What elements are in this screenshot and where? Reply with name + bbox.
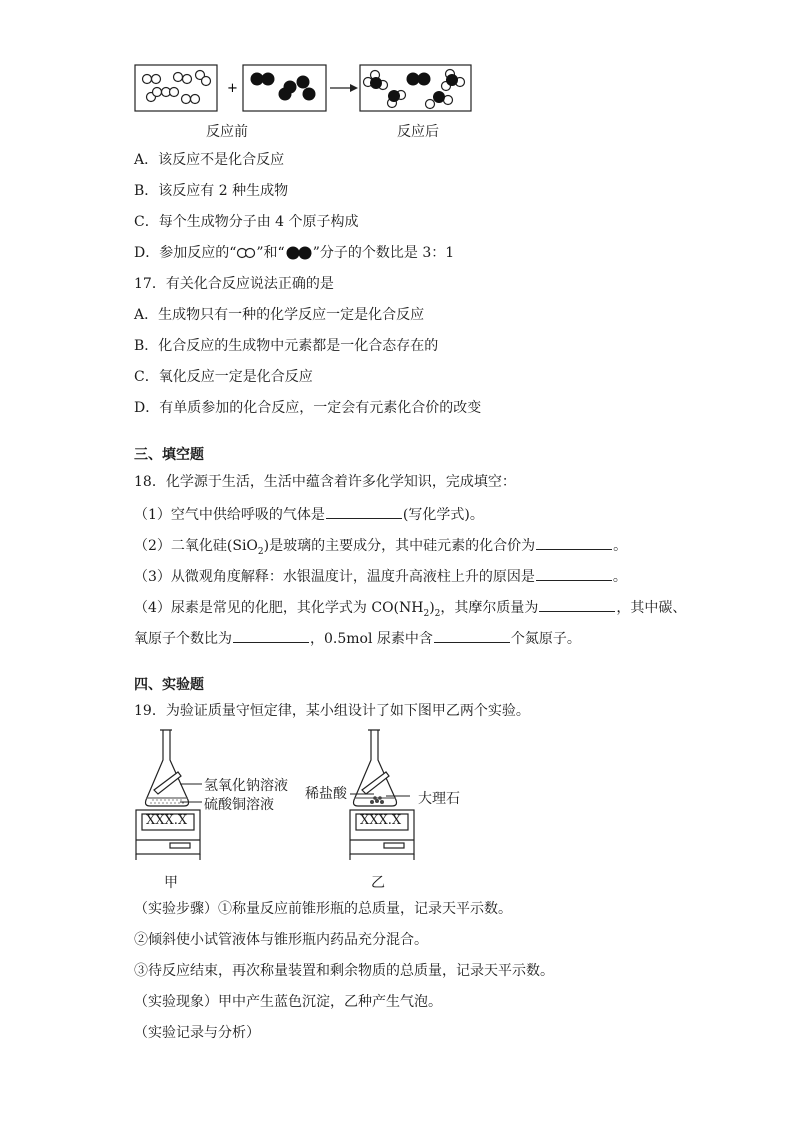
q18-p4-sub2: 2	[434, 608, 441, 619]
balance-display-yi: XXX.X	[360, 813, 402, 828]
white-molecule-icon	[236, 247, 256, 259]
q18-part-2	[134, 535, 627, 561]
marble-chips	[370, 796, 384, 804]
experiment-record: （实验记录与分析）	[134, 1025, 260, 1041]
q19-stem: 19．为验证质量守恒定律，某小组设计了如下图甲乙两个实验。	[134, 703, 530, 719]
answer-blank[interactable]	[536, 535, 612, 550]
q18-p4-mid: )	[429, 600, 435, 616]
black-molecule-icon	[285, 246, 313, 260]
q18-p4-sub: 2	[423, 608, 430, 619]
answer-blank[interactable]	[326, 504, 402, 519]
q17-stem: 17．有关化合反应说法正确的是	[134, 276, 334, 292]
q16-d-pre: D．参加反应的“	[134, 245, 237, 261]
section-3-title: 三、填空题	[134, 447, 204, 463]
q18-p4b-post: 个氮原子。	[510, 631, 581, 647]
q18-p4b-mid: ，0.5mol 尿素中含	[310, 631, 433, 647]
q16-option-b: B．该反应有 2 种生成物	[134, 183, 289, 199]
label-hcl: 稀盐酸	[305, 786, 347, 802]
q18-p2-sub: 2	[257, 546, 264, 557]
q16-d-post: ”分子的个数比是 3：1	[312, 245, 455, 261]
balance-display-jia: XXX.X	[146, 813, 188, 828]
q18-part-1	[134, 504, 484, 524]
q18-p2-pre: （2）二氧化硅(SiO	[134, 538, 258, 554]
q18-part-3	[134, 566, 627, 586]
arrow-head	[350, 84, 358, 92]
q18-p1-post: (写化学式)。	[402, 507, 484, 523]
q17-option-a: A．生成物只有一种的化学反应一定是化合反应	[134, 307, 425, 323]
caption-before: 反应前	[206, 124, 248, 140]
q16-d-mid: ”和“	[256, 245, 285, 261]
section-4-title: 四、实验题	[134, 677, 204, 693]
answer-blank[interactable]	[434, 628, 510, 643]
answer-blank[interactable]	[536, 566, 612, 581]
q18-p4-mid2: ，其摩尔质量为	[440, 600, 539, 616]
experiment-step-2: ②倾斜使小试管液体与锥形瓶内药品充分混合。	[134, 932, 428, 948]
q17-option-c: C．氧化反应一定是化合反应	[134, 369, 313, 385]
q18-p3-post: 。	[612, 569, 627, 585]
label-naoh: 氢氧化钠溶液	[204, 778, 288, 794]
q18-stem: 18．化学源于生活，生活中蕴含着许多化学知识，完成填空：	[134, 474, 516, 490]
caption-jia: 甲	[164, 875, 178, 891]
q17-option-b: B．化合反应的生成物中元素都是一化合态存在的	[134, 338, 439, 354]
flask-yi	[354, 730, 397, 806]
plus-sign: +	[227, 81, 238, 96]
answer-blank[interactable]	[233, 628, 309, 643]
q18-p3-pre: （3）从微观角度解释：水银温度计，温度升高液柱上升的原因是	[134, 569, 535, 585]
q16-option-d	[134, 244, 454, 262]
label-marble: 大理石	[418, 791, 460, 807]
q18-p2-mid: )是玻璃的主要成分，其中硅元素的化合价为	[263, 538, 536, 554]
flask-jia	[146, 730, 189, 806]
caption-yi: 乙	[371, 875, 385, 891]
caption-after: 反应后	[397, 124, 439, 140]
q18-part-4	[134, 597, 686, 623]
q16-option-c: C．每个生成物分子由 4 个原子构成	[134, 214, 359, 230]
q18-part-4-cont	[134, 628, 581, 648]
q18-p1-pre: （1）空气中供给呼吸的气体是	[134, 507, 325, 523]
q17-option-d: D．有单质参加的化合反应，一定会有元素化合价的改变	[134, 400, 482, 416]
q18-p4b-pre: 氧原子个数比为	[134, 631, 232, 647]
q16-option-a: A．该反应不是化合反应	[134, 152, 285, 168]
reaction-diagram	[130, 60, 480, 116]
q18-p4-post: ，其中碳、	[616, 600, 687, 616]
experiment-step-1: （实验步骤）①称量反应前锥形瓶的总质量，记录天平示数。	[134, 901, 512, 917]
experiment-phenomenon: （实验现象）甲中产生蓝色沉淀，乙种产生气泡。	[134, 994, 442, 1010]
label-cuso4: 硫酸铜溶液	[204, 797, 274, 813]
experiment-step-3: ③待反应结束，再次称量装置和剩余物质的总质量，记录天平示数。	[134, 963, 554, 979]
q18-p2-post: 。	[613, 538, 628, 554]
q18-p4-pre: （4）尿素是常见的化肥，其化学式为 CO(NH	[134, 600, 424, 616]
answer-blank[interactable]	[539, 597, 615, 612]
